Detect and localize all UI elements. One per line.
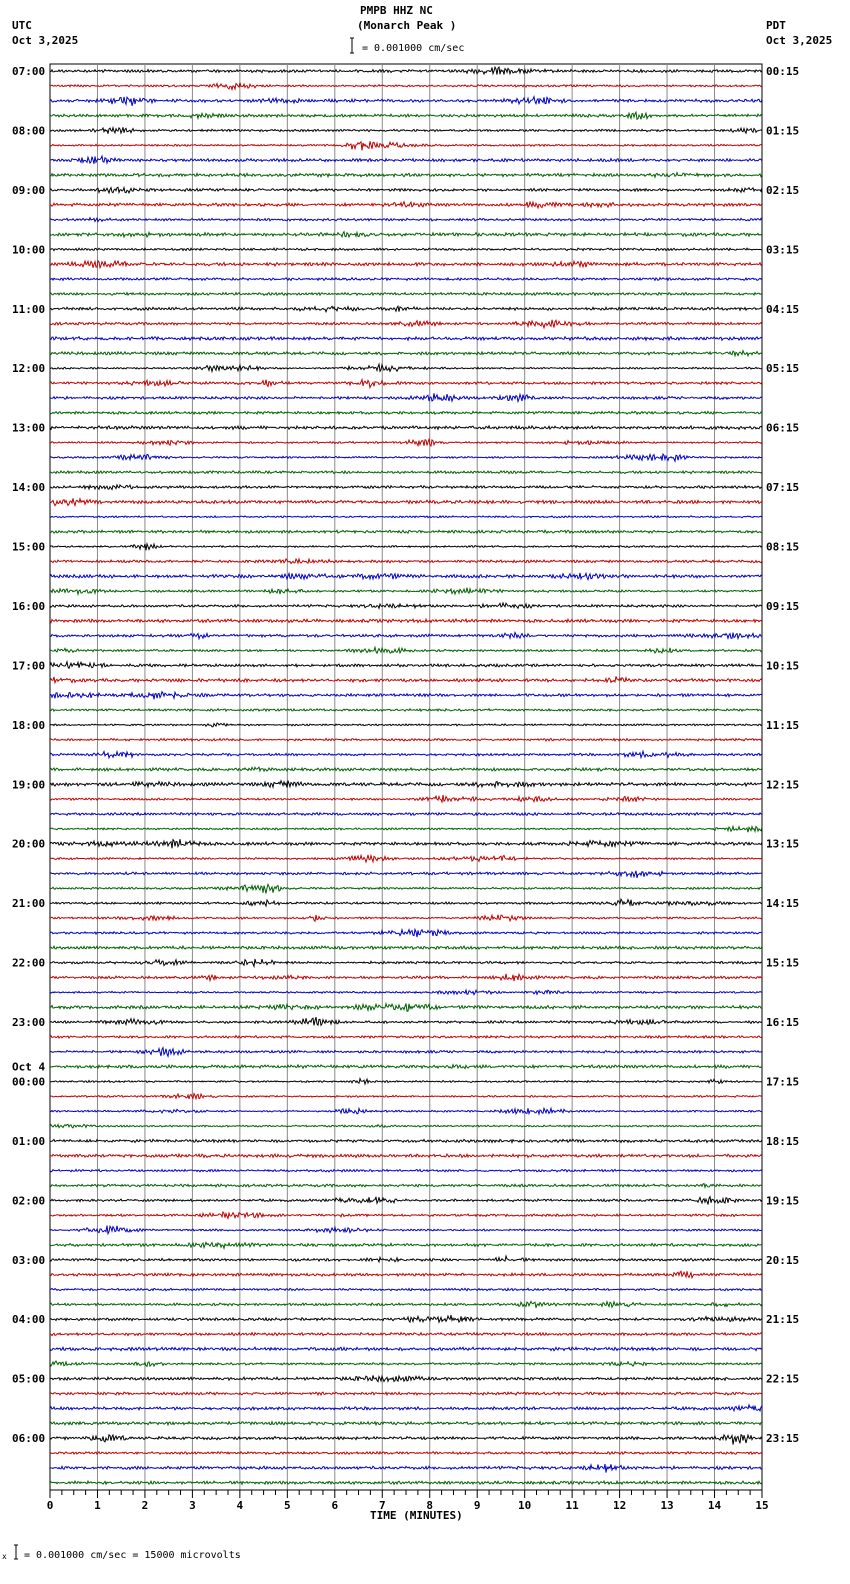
- trace-95: [50, 1481, 762, 1484]
- trace-27: [50, 471, 762, 474]
- trace-83: [50, 1301, 762, 1307]
- left-hour-label-20: 03:00: [12, 1253, 46, 1267]
- trace-71: [50, 1124, 762, 1128]
- x-tick-label-2: 2: [141, 1499, 149, 1512]
- left-hour-label-22: 05:00: [12, 1372, 46, 1386]
- trace-59: [50, 946, 762, 949]
- right-hour-label-3: 03:15: [766, 243, 800, 257]
- left-hour-label-12: 19:00: [12, 778, 46, 792]
- date-change-label: Oct 4: [12, 1060, 46, 1074]
- scale-bar-icon: [350, 38, 354, 53]
- trace-90: [50, 1405, 762, 1411]
- trace-31: [50, 530, 762, 533]
- trace-28: [50, 485, 762, 490]
- footer-corner-mark: x: [2, 1552, 7, 1561]
- right-hour-label-6: 06:15: [766, 421, 800, 435]
- trace-41: [50, 676, 762, 682]
- trace-10: [50, 218, 762, 222]
- trace-1: [50, 83, 762, 90]
- trace-88: [50, 1375, 762, 1381]
- trace-2: [50, 97, 762, 106]
- trace-4: [50, 127, 762, 133]
- trace-29: [50, 498, 762, 505]
- trace-81: [50, 1271, 762, 1278]
- trace-92: [50, 1435, 762, 1445]
- trace-85: [50, 1333, 762, 1336]
- left-hour-label-0: 07:00: [12, 65, 46, 78]
- right-hour-label-10: 10:15: [766, 659, 800, 673]
- trace-58: [50, 929, 762, 937]
- trace-34: [50, 573, 762, 580]
- left-hour-label-6: 13:00: [12, 421, 46, 435]
- right-hour-label-17: 17:15: [766, 1075, 800, 1089]
- trace-73: [50, 1154, 762, 1157]
- right-hour-label-11: 11:15: [766, 718, 800, 732]
- trace-21: [50, 380, 762, 388]
- left-hour-label-7: 14:00: [12, 481, 46, 495]
- right-hour-label-7: 07:15: [766, 481, 800, 495]
- right-hour-label-1: 01:15: [766, 124, 800, 138]
- trace-70: [50, 1108, 762, 1114]
- trace-7: [50, 173, 762, 178]
- trace-75: [50, 1184, 762, 1188]
- right-hour-label-23: 23:15: [766, 1432, 800, 1446]
- left-hour-label-14: 21:00: [12, 897, 46, 911]
- x-tick-label-4: 4: [236, 1499, 244, 1512]
- left-hour-label-15: 22:00: [12, 956, 46, 970]
- trace-56: [50, 899, 762, 906]
- trace-63: [50, 1004, 762, 1012]
- right-hour-label-4: 04:15: [766, 302, 800, 316]
- right-hour-label-8: 08:15: [766, 540, 800, 554]
- trace-91: [50, 1422, 762, 1425]
- left-hour-label-8: 15:00: [12, 540, 46, 554]
- trace-94: [50, 1464, 762, 1473]
- trace-35: [50, 588, 762, 594]
- x-tick-label-0: 0: [46, 1499, 54, 1512]
- x-tick-label-15: 15: [755, 1499, 769, 1512]
- trace-38: [50, 633, 762, 639]
- x-tick-label-9: 9: [473, 1499, 481, 1512]
- footer-scale-icon: [14, 1545, 18, 1559]
- right-hour-label-15: 15:15: [766, 956, 800, 970]
- right-hour-label-22: 22:15: [766, 1372, 800, 1386]
- trace-24: [50, 426, 762, 430]
- trace-43: [50, 709, 762, 711]
- left-hour-label-17: 00:00: [12, 1075, 46, 1089]
- trace-32: [50, 544, 762, 550]
- trace-14: [50, 278, 762, 281]
- footer-scale-text: = 0.001000 cm/sec = 15000 microvolts: [24, 1550, 241, 1561]
- left-timezone: UTC: [12, 19, 32, 32]
- trace-25: [50, 439, 762, 446]
- x-tick-label-6: 6: [331, 1499, 339, 1512]
- x-tick-label-12: 12: [612, 1499, 627, 1512]
- left-hour-label-3: 10:00: [12, 243, 46, 257]
- right-hour-label-9: 09:15: [766, 599, 800, 613]
- trace-47: [50, 767, 762, 771]
- trace-45: [50, 739, 762, 741]
- x-tick-label-10: 10: [518, 1499, 532, 1512]
- station-location: (Monarch Peak ): [357, 19, 457, 32]
- trace-48: [50, 781, 762, 788]
- right-timezone: PDT: [766, 19, 786, 32]
- trace-50: [50, 813, 762, 816]
- right-hour-label-19: 19:15: [766, 1194, 800, 1208]
- trace-65: [50, 1036, 762, 1039]
- station-title: PMPB HHZ NC: [360, 4, 433, 17]
- trace-30: [50, 516, 762, 518]
- trace-93: [50, 1452, 762, 1455]
- trace-62: [50, 990, 762, 995]
- right-hour-label-5: 05:15: [766, 362, 800, 376]
- trace-8: [50, 187, 762, 193]
- trace-13: [50, 261, 762, 268]
- left-hour-label-9: 16:00: [12, 599, 46, 613]
- trace-26: [50, 454, 762, 461]
- left-hour-label-18: 01:00: [12, 1134, 46, 1148]
- left-hour-label-16: 23:00: [12, 1016, 46, 1030]
- x-tick-label-3: 3: [189, 1499, 196, 1512]
- trace-12: [50, 248, 762, 251]
- trace-42: [50, 692, 762, 700]
- trace-17: [50, 320, 762, 328]
- trace-76: [50, 1197, 762, 1205]
- trace-3: [50, 112, 762, 119]
- right-hour-label-16: 16:15: [766, 1016, 800, 1030]
- left-hour-label-10: 17:00: [12, 659, 46, 673]
- trace-54: [50, 871, 762, 878]
- trace-78: [50, 1226, 762, 1234]
- trace-49: [50, 795, 762, 802]
- trace-22: [50, 393, 762, 401]
- left-hour-label-5: 12:00: [12, 362, 46, 376]
- trace-74: [50, 1169, 762, 1172]
- trace-61: [50, 974, 762, 981]
- x-tick-label-11: 11: [565, 1499, 579, 1512]
- trace-67: [50, 1065, 762, 1069]
- trace-37: [50, 619, 762, 622]
- trace-53: [50, 855, 762, 862]
- x-tick-label-1: 1: [94, 1499, 101, 1512]
- trace-44: [50, 723, 762, 727]
- trace-19: [50, 351, 762, 356]
- trace-16: [50, 306, 762, 312]
- trace-82: [50, 1288, 762, 1290]
- left-hour-label-13: 20:00: [12, 837, 46, 851]
- right-hour-label-18: 18:15: [766, 1134, 800, 1148]
- trace-89: [50, 1392, 762, 1395]
- trace-66: [50, 1048, 762, 1057]
- right-hour-label-14: 14:15: [766, 897, 800, 911]
- trace-46: [50, 751, 762, 758]
- trace-77: [50, 1212, 762, 1218]
- trace-69: [50, 1094, 762, 1099]
- left-hour-label-4: 11:00: [12, 302, 46, 316]
- left-hour-label-2: 09:00: [12, 183, 46, 197]
- trace-0: [50, 67, 762, 75]
- x-tick-label-13: 13: [660, 1499, 674, 1512]
- trace-11: [50, 232, 762, 237]
- x-tick-label-14: 14: [707, 1499, 722, 1512]
- trace-64: [50, 1017, 762, 1025]
- x-tick-label-8: 8: [426, 1499, 434, 1512]
- right-date: Oct 3,2025: [766, 34, 833, 47]
- trace-15: [50, 293, 762, 296]
- x-axis-title: TIME (MINUTES): [370, 1509, 463, 1522]
- trace-36: [50, 603, 762, 608]
- trace-5: [50, 141, 762, 150]
- trace-79: [50, 1242, 762, 1248]
- trace-52: [50, 839, 762, 848]
- x-tick-label-5: 5: [284, 1499, 291, 1512]
- right-hour-label-20: 20:15: [766, 1253, 800, 1267]
- left-hour-label-23: 06:00: [12, 1432, 46, 1446]
- trace-18: [50, 337, 762, 341]
- trace-51: [50, 826, 762, 832]
- right-hour-label-2: 02:15: [766, 183, 800, 197]
- right-hour-label-13: 13:15: [766, 837, 800, 851]
- trace-39: [50, 647, 762, 653]
- left-hour-label-21: 04:00: [12, 1313, 46, 1327]
- trace-23: [50, 411, 762, 414]
- right-hour-label-0: 00:15: [766, 65, 800, 78]
- trace-87: [50, 1361, 762, 1366]
- left-hour-label-1: 08:00: [12, 124, 46, 138]
- left-hour-label-11: 18:00: [12, 718, 46, 732]
- trace-57: [50, 915, 762, 922]
- trace-33: [50, 559, 762, 564]
- trace-9: [50, 202, 762, 208]
- trace-80: [50, 1256, 762, 1262]
- trace-20: [50, 364, 762, 371]
- x-tick-label-7: 7: [378, 1499, 386, 1512]
- trace-72: [50, 1139, 762, 1142]
- left-hour-label-19: 02:00: [12, 1194, 46, 1208]
- trace-68: [50, 1079, 762, 1085]
- trace-6: [50, 156, 762, 164]
- right-hour-label-21: 21:15: [766, 1313, 800, 1327]
- trace-55: [50, 884, 762, 893]
- scale-bar-text: = 0.001000 cm/sec: [362, 43, 465, 54]
- left-date: Oct 3,2025: [12, 34, 79, 47]
- trace-86: [50, 1347, 762, 1351]
- trace-60: [50, 959, 762, 966]
- trace-84: [50, 1315, 762, 1322]
- trace-40: [50, 662, 762, 669]
- right-hour-label-12: 12:15: [766, 778, 800, 792]
